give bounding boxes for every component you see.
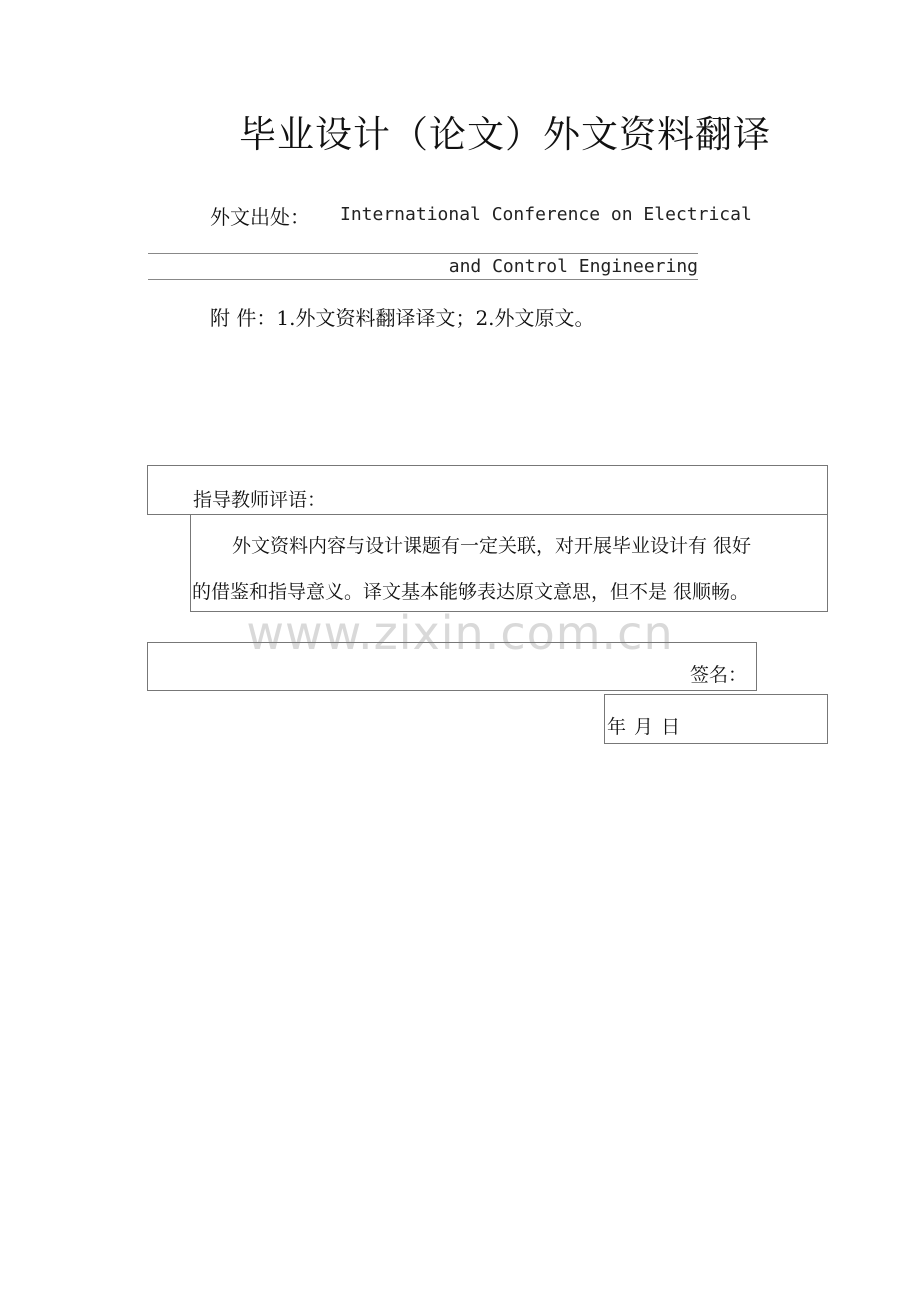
source-underline-1 (148, 253, 698, 254)
attachment-line: 附 件：1.外文资料翻译译文；2.外文原文。 (210, 306, 595, 330)
signature-label: 签名： (690, 664, 748, 686)
comment-line-1: 外文资料内容与设计课题有一定关联，对开展毕业设计有 很好 (232, 535, 752, 557)
signature-box (147, 642, 757, 691)
source-line-2: and Control Engineering (448, 256, 698, 277)
source-underline-2 (148, 279, 698, 280)
source-line-1: International Conference on Electrical (340, 204, 752, 225)
document-title: 毕业设计（论文）外文资料翻译 (239, 113, 771, 156)
source-label: 外文出处： (210, 205, 310, 229)
comment-label: 指导教师评语： (193, 489, 327, 511)
watermark: www.zixin.com.cn (246, 606, 674, 660)
date-label: 年 月 日 (607, 716, 682, 738)
comment-line-2: 的借鉴和指导意义。译文基本能够表达原文意思，但不是 很顺畅。 (192, 581, 750, 603)
comment-text (192, 523, 827, 615)
